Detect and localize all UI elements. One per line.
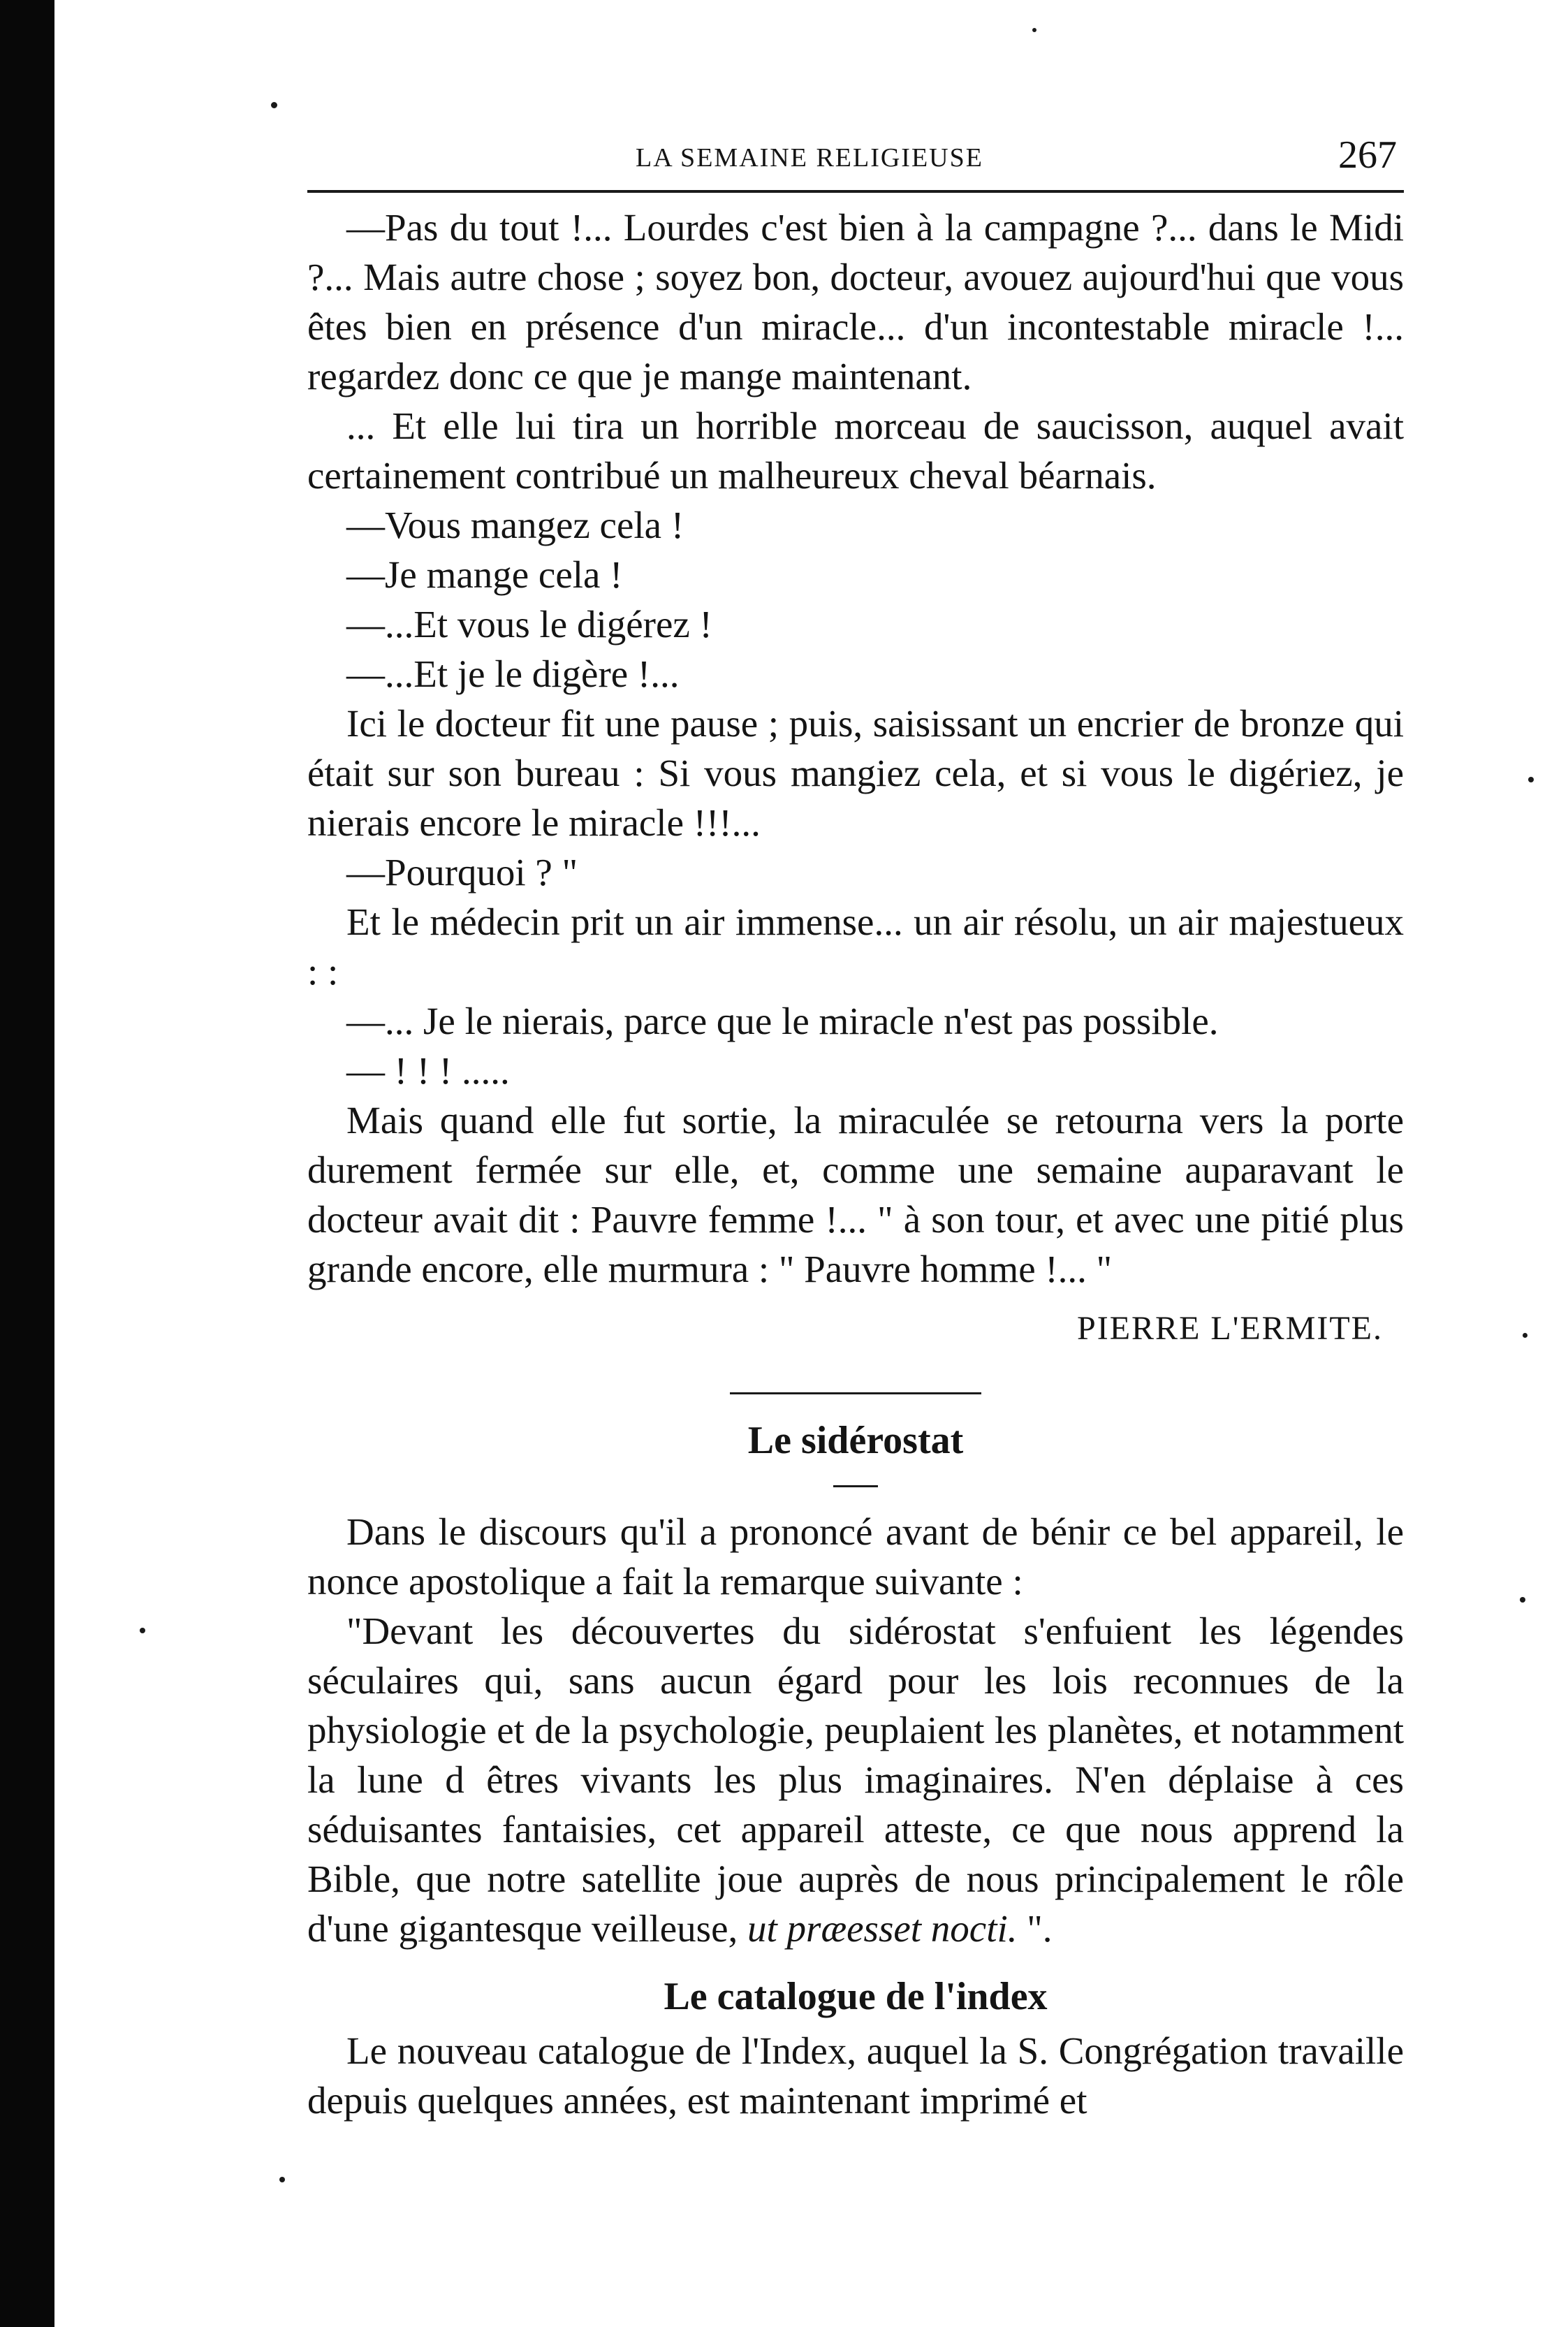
latin-quote: ut præesset nocti.: [747, 1907, 1018, 1950]
dialogue-line: —... Je le nierais, parce que le miracle n'est pas possible.: [346, 1000, 1219, 1042]
dialogue-line: —Je mange cela !: [346, 553, 623, 596]
heading-dash: [833, 1485, 878, 1487]
paragraph: [307, 1606, 1404, 1953]
ink-speck: [1523, 1333, 1527, 1338]
quote-text: "Devant les découvertes du sidérostat s'enfuient les légendes séculaires qui, sans aucun égard pour les lois reconnues de la physiologie et de la psychologie, peuplaient les planètes, et notamment la lune d êtres vivants les plus imaginaires. N'en déplaise à ces séduisantes fantaisies, cet appareil atteste, ce que nous apprend la Bible, que notre satellite joue auprès de nous principalement le rôle d'une gigantesque veilleuse,: [307, 1610, 1404, 1950]
section-heading: Le sidérostat: [747, 1419, 964, 1462]
ink-speck: [279, 2177, 285, 2182]
page: [307, 133, 1404, 2125]
section-index: [307, 1970, 1404, 2125]
paragraph: Mais quand elle fut sortie, la miraculée se retourna vers la porte durement fermée sur elle, et, comme une semaine auparavant le docteur avait dit : Pauvre femme !... " à son tour, et avec une pitié plus grande encore, elle murmura : " Pauvre homme !... ": [307, 1099, 1404, 1290]
dialogue-line: — ! ! ! .....: [346, 1049, 510, 1092]
ink-speck: [140, 1628, 145, 1633]
section-siderostat: [307, 1414, 1404, 1953]
ink-speck: [1520, 1597, 1525, 1603]
ink-speck: [1032, 28, 1036, 32]
paragraph: Et le médecin prit un air immense... un air résolu, un air majestueux : :: [307, 900, 1404, 993]
paragraph: Dans le discours qu'il a prononcé avant de bénir ce bel appareil, le nonce apostolique a fait la remarque suivante :: [307, 1510, 1404, 1603]
running-header: [307, 133, 1404, 189]
dialogue-line: —...Et vous le digérez !: [346, 603, 712, 645]
dialogue-line: —...Et je le digère !...: [346, 652, 680, 695]
section-heading: Le catalogue de l'index: [664, 1975, 1048, 2018]
paragraph: ... Et elle lui tira un horrible morceau de saucisson, auquel avait certainement contribué un malheureux cheval béarnais.: [307, 404, 1404, 497]
ink-speck: [1528, 777, 1534, 782]
author-signature: PIERRE L'ERMITE.: [1077, 1310, 1383, 1347]
running-title: LA SEMAINE RELIGIEUSE: [636, 143, 983, 173]
story-continuation: [307, 203, 1404, 1353]
book-binding-shadow: [0, 0, 54, 2327]
dialogue-line: —Vous mangez cela !: [346, 504, 684, 546]
header-rule: [307, 190, 1404, 193]
section-separator: [730, 1392, 981, 1394]
ink-speck: [271, 102, 277, 108]
page-number: 267: [1338, 133, 1397, 177]
paragraph: Le nouveau catalogue de l'Index, auquel la S. Congrégation travaille depuis quelques années, est maintenant imprimé et: [307, 2029, 1404, 2122]
dialogue-line: —Pourquoi ? ": [346, 851, 578, 893]
quote-close: ".: [1017, 1907, 1053, 1950]
paragraph: Ici le docteur fit une pause ; puis, saisissant un encrier de bronze qui était sur son bureau : Si vous mangiez cela, et si vous le digériez, je nierais encore le miracle !!!...: [307, 702, 1404, 844]
paragraph: —Pas du tout !... Lourdes c'est bien à la campagne ?... dans le Midi ?... Mais autre chose ; soyez bon, docteur, avouez aujourd'hui que vous êtes bien en présence d'un miracle... d'un incontestable miracle !... regardez donc ce que je mange maintenant.: [307, 206, 1404, 397]
